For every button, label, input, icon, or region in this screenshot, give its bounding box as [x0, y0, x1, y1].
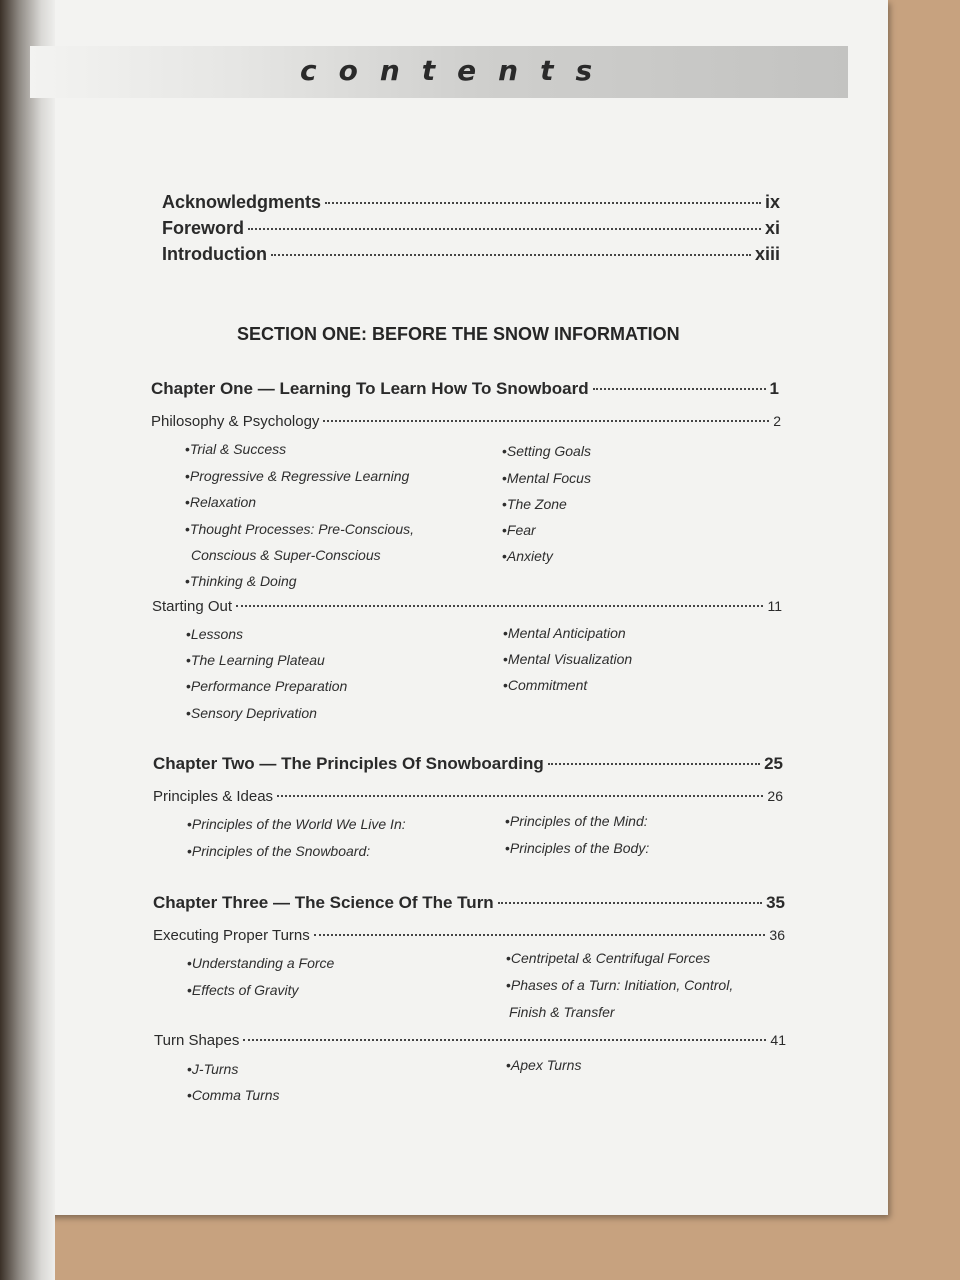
leader-dots — [271, 254, 751, 256]
subtopic-item: • Phases of a Turn: Initiation, Control, — [506, 977, 733, 993]
subtopic-item: • Centripetal & Centrifugal Forces — [506, 950, 710, 966]
toc-topic-turn-shapes: Turn Shapes 41 — [154, 1032, 786, 1049]
leader-dots — [323, 420, 769, 422]
toc-topic-starting-out: Starting Out 11 — [152, 598, 782, 615]
toc-topic-executing-turns: Executing Proper Turns 36 — [153, 927, 785, 944]
subtopic-item: • Effects of Gravity — [187, 982, 299, 998]
subtopic-item: • Relaxation — [185, 494, 256, 510]
subtopic-item: • Principles of the World We Live In: — [187, 816, 406, 832]
subtopic-item: • Setting Goals — [502, 443, 591, 459]
toc-topic-principles: Principles & Ideas 26 — [153, 788, 783, 805]
subtopic-item: • Performance Preparation — [186, 678, 347, 694]
subtopic-item: • The Learning Plateau — [186, 652, 325, 668]
leader-dots — [243, 1039, 766, 1041]
section-heading: SECTION ONE: BEFORE THE SNOW INFORMATION — [237, 324, 680, 344]
subtopic-item: • Trial & Success — [185, 441, 286, 457]
leader-dots — [498, 902, 762, 904]
subtopic-item: • Sensory Deprivation — [186, 705, 317, 721]
subtopic-continuation: Conscious & Super-Conscious — [191, 547, 381, 563]
leader-dots — [325, 202, 761, 204]
toc-entry-acknowledgments: Acknowledgments ix — [162, 192, 780, 212]
subtopic-item: • Lessons — [186, 626, 243, 642]
subtopic-item: • Thought Processes: Pre-Conscious, — [185, 521, 414, 537]
subtopic-item: • Commitment — [503, 677, 587, 693]
subtopic-item: • Mental Anticipation — [503, 625, 626, 641]
toc-chapter-two: Chapter Two — The Principles Of Snowboarding 25 — [153, 754, 783, 773]
subtopic-item: • Principles of the Body: — [505, 840, 649, 856]
toc-chapter-three: Chapter Three — The Science Of The Turn 35 — [153, 893, 785, 912]
toc-topic-philosophy: Philosophy & Psychology 2 — [151, 413, 781, 430]
toc-entry-introduction: Introduction xiii — [162, 244, 780, 264]
toc-chapter-one: Chapter One — Learning To Learn How To Snowboard 1 — [151, 379, 779, 398]
subtopic-item: • Progressive & Regressive Learning — [185, 468, 409, 484]
subtopic-item: • Fear — [502, 522, 536, 538]
subtopic-item: • Mental Visualization — [503, 651, 632, 667]
leader-dots — [248, 228, 761, 230]
subtopic-item: • J-Turns — [187, 1061, 238, 1077]
subtopic-item: • Comma Turns — [187, 1087, 280, 1103]
book-spine-shadow — [0, 0, 55, 1280]
subtopic-item: • Understanding a Force — [187, 955, 334, 971]
leader-dots — [593, 388, 766, 390]
subtopic-item: • Principles of the Mind: — [505, 813, 648, 829]
page-title: contents — [300, 54, 615, 87]
subtopic-item: • Principles of the Snowboard: — [187, 843, 370, 859]
toc-entry-foreword: Foreword xi — [162, 218, 780, 238]
leader-dots — [277, 795, 763, 797]
leader-dots — [548, 763, 760, 765]
leader-dots — [314, 934, 766, 936]
subtopic-item: • Mental Focus — [502, 470, 591, 486]
subtopic-item: • Anxiety — [502, 548, 553, 564]
subtopic-continuation: Finish & Transfer — [509, 1004, 615, 1020]
leader-dots — [236, 605, 763, 607]
subtopic-item: • Apex Turns — [506, 1057, 581, 1073]
subtopic-item: • Thinking & Doing — [185, 573, 297, 589]
subtopic-item: • The Zone — [502, 496, 567, 512]
